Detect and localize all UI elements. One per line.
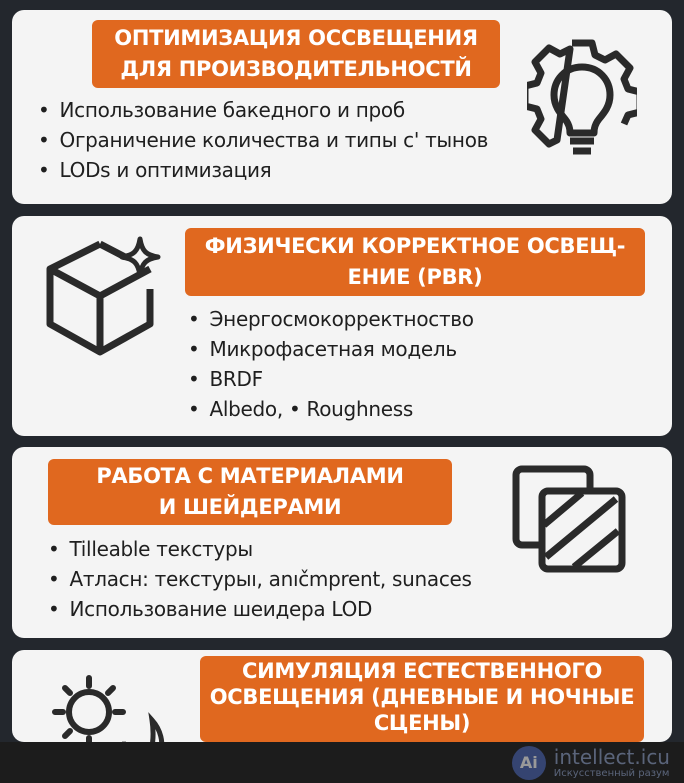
- section-title: [48, 459, 452, 525]
- title-line: РАБОТА С МАТЕРИАЛАМИ: [96, 464, 404, 488]
- title-line: ДЛЯ ПРОИЗВОДИТЕЛЬНОСТЙ: [120, 57, 472, 81]
- section-card-pbr: [12, 216, 672, 436]
- section-title: [185, 228, 645, 296]
- cube-sparkle-icon: [40, 234, 170, 359]
- title-line: СЦЕНЫ): [373, 711, 471, 735]
- list-item: • Атласн: текстурыı, anıčmprent, sunaces: [48, 564, 472, 594]
- watermark-logo: Ai: [512, 746, 546, 780]
- list-item: • Использование бакедного и проб: [38, 95, 488, 125]
- title-line: И ШЕЙДЕРАМИ: [158, 495, 342, 519]
- sun-moon-icon: [42, 670, 172, 742]
- section-title: [200, 656, 644, 742]
- list-item: • BRDF: [188, 364, 474, 394]
- title-line: ЕНИЕ (PBR): [347, 265, 483, 289]
- list-item: • Albedo, • Roughness: [188, 394, 474, 424]
- layers-texture-icon: [512, 465, 627, 575]
- bullet-list: [48, 534, 472, 624]
- list-item: • Энергосмокорректноство: [188, 304, 474, 334]
- list-item: • Tilleable текстуры: [48, 534, 472, 564]
- list-item: • LODs и оптимизация: [38, 155, 488, 185]
- list-item: • Ограничение количества и типы с' тынов: [38, 125, 488, 155]
- title-line: ОПТИМИЗАЦИЯ ОССВЕЩЕНИЯ: [114, 26, 478, 50]
- section-card-materials: [12, 447, 672, 638]
- list-item: • Использование шеидера LOD: [48, 594, 472, 624]
- watermark-name: intellect.icu: [553, 745, 670, 769]
- section-title: [92, 20, 500, 88]
- title-line: СИМУЛЯЦИЯ ЕСТЕСТВЕННОГО: [241, 659, 603, 683]
- bullet-list: [38, 95, 488, 185]
- bullet-list: [188, 304, 474, 424]
- list-item: • Микрофасетная модель: [188, 334, 474, 364]
- watermark: [512, 745, 670, 781]
- title-line: ОСВЕЩЕНИЯ (ДНЕВНЫЕ И НОЧНЫЕ: [209, 685, 635, 709]
- title-line: ФИЗИЧЕСКИ КОРРЕКТНОЕ ОСВЕЩ-: [204, 234, 626, 258]
- section-card-natural-light: [12, 650, 672, 742]
- watermark-tagline: Искусственный разум: [553, 768, 670, 779]
- section-card-optimization: [12, 10, 672, 204]
- gear-lightbulb-icon: [527, 35, 637, 160]
